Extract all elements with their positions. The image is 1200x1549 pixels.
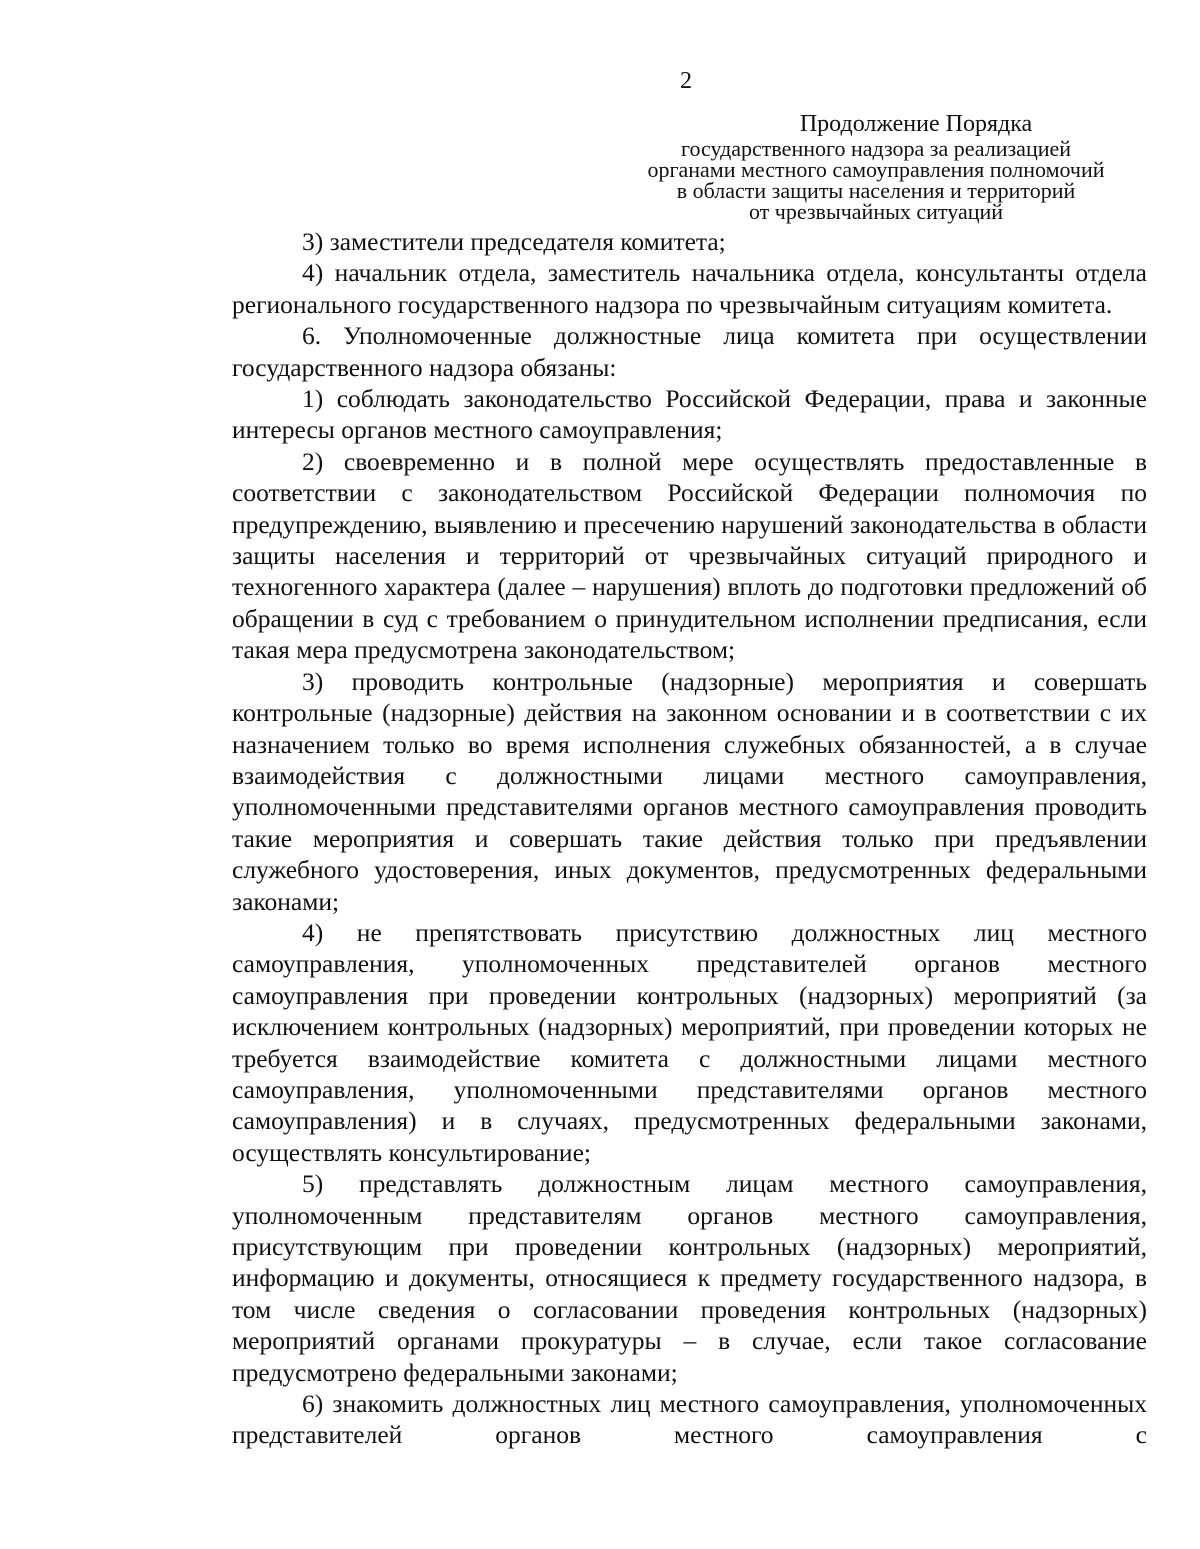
document-header bbox=[620, 110, 1132, 222]
paragraph: 3) заместители председателя комитета; bbox=[302, 227, 726, 256]
paragraph: 1) соблюдать законодательство Российской Федерации, права и законные интересы органов местного самоуправления; bbox=[232, 384, 1147, 445]
header-line-1: Продолжение Порядка bbox=[799, 111, 1033, 137]
header-line-5: от чрезвычайных ситуаций bbox=[748, 199, 1004, 224]
paragraph: 4) не препятствовать присутствию должностных лиц местного самоуправления, уполномоченных представителей органов местного самоуправления при проведении контрольных (надзорных) мероприятий (за исключением контрольных (надзорных) мероприятий, при проведении которых не требуется взаимодействие комитета с должностными лицами местного самоуправления, уполномоченными представителями органов местного самоуправления) и в случаях, предусмотренных федеральными законами, осуществлять консультирование; bbox=[232, 917, 1147, 1167]
page-number: 2 bbox=[680, 68, 692, 94]
header-line-3: органами местного самоуправления полномочий bbox=[647, 157, 1105, 182]
paragraph: 2) своевременно и в полной мере осуществлять предоставленные в соответствии с законодательством Российской Федерации полномочия по предупреждению, выявлению и пресечению нарушений законодательства в области защиты населения и территорий от чрезвычайных ситуаций природного и техногенного характера (далее – нарушения) вплоть до подготовки предложений об обращении в суд с требованием о принудительном исполнении предписания, если такая мера предусмотрена законодательством; bbox=[232, 446, 1147, 665]
paragraph: 4) начальник отдела, заместитель начальника отдела, консультанты отдела регионального государственного надзора по чрезвычайным ситуациям комитета. bbox=[232, 258, 1147, 319]
paragraph: 5) представлять должностным лицам местного самоуправления, уполномоченным представителям органов местного самоуправления, присутствующим при проведении контрольных (надзорных) мероприятий, информацию и документы, относящиеся к предмету государственного надзора, в том числе сведения о согласовании проведения контрольных (надзорных) мероприятий органами прокуратуры – в случае, если такое согласование предусмотрено федеральными законами; bbox=[232, 1169, 1147, 1387]
document-body bbox=[232, 226, 1147, 1451]
paragraph: 6. Уполномоченные должностные лица комитета при осуществлении государственного надзора обязаны: bbox=[232, 321, 1147, 382]
paragraph: 3) проводить контрольные (надзорные) мероприятия и совершать контрольные (надзорные) действия на законном основании и в соответствии с их назначением только во время исполнения служебных обязанностей, а в случае взаимодействия с должностными лицами местного самоуправления, уполномоченными представителями органов местного самоуправления проводить такие мероприятия и совершать такие действия только при предъявлении служебного удостоверения, иных документов, предусмотренных федеральными законами; bbox=[232, 666, 1147, 916]
header-line-2: государственного надзора за реализацией bbox=[680, 136, 1072, 161]
paragraph: 6) знакомить должностных лиц местного самоуправления, уполномоченных представителей органов местного самоуправления с bbox=[232, 1389, 1147, 1450]
header-line-4: в области защиты населения и территорий bbox=[676, 178, 1076, 203]
